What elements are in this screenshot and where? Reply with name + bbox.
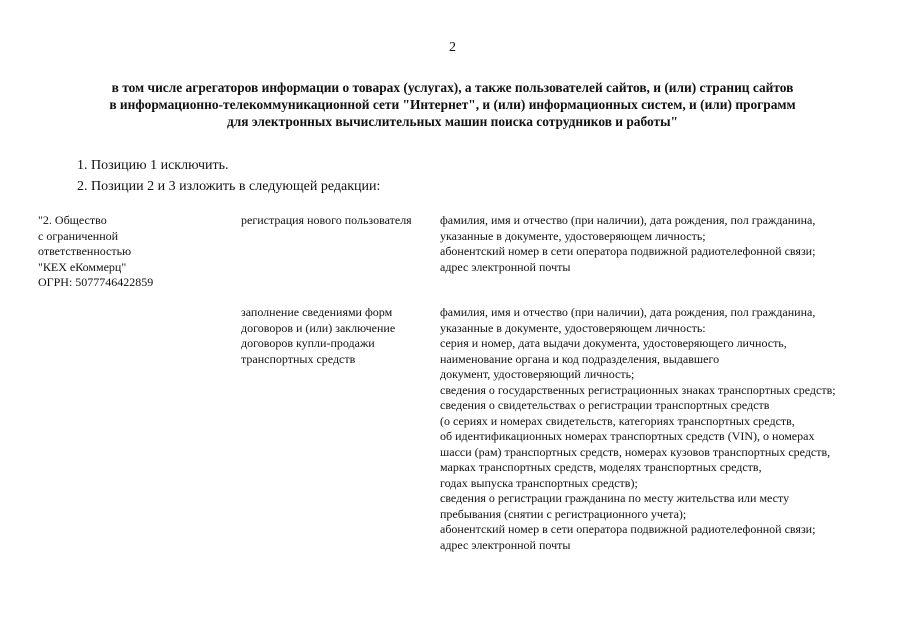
data-line: годах выпуска транспортных средств); (440, 475, 638, 490)
organization-ogrn: ОГРН: 5077746422859 (38, 275, 154, 289)
data-cell-2 (440, 305, 836, 553)
data-cell-1 (440, 213, 815, 275)
amendment-item: 2. Позиции 2 и 3 изложить в следующей редакции: (77, 179, 381, 194)
document-heading (30, 79, 875, 130)
data-line: сведения о свидетельствах о регистрации транспортных средств (440, 398, 770, 412)
action-line: договоров купли-продажи (241, 336, 375, 350)
data-line: наименование органа и код подразделения, выдавшего (440, 351, 720, 366)
organization-line: ответственностью (38, 244, 132, 258)
data-line: адрес электронной почты (440, 259, 571, 274)
data-line: указанные в документе, удостоверяющем личность; (440, 228, 706, 243)
data-line: указанные в документе, удостоверяющем личность: (440, 320, 706, 335)
data-line: абонентский номер в сети оператора подвижной радиотелефонной связи; (440, 522, 816, 536)
amendment-item: 1. Позицию 1 исключить. (77, 158, 229, 173)
organization-line: "2. Общество (38, 213, 107, 227)
data-line: адрес электронной почты (440, 537, 571, 552)
data-line: шасси (рам) транспортных средств, номерах кузовов транспортных средств, (440, 444, 831, 459)
organization-line: с ограниченной (38, 228, 119, 243)
heading-line: в том числе агрегаторов информации о товарах (услугах), а также пользователей сайтов, и (или) страниц сайтов (111, 80, 794, 95)
data-line: абонентский номер в сети оператора подвижной радиотелефонной связи; (440, 244, 816, 258)
data-line: серия и номер, дата выдачи документа, удостоверяющего личность, (440, 336, 787, 350)
heading-line: в информационно-телекоммуникационной сети "Интернет", и (или) информационных систем, и (или) программ (109, 97, 796, 112)
organization-line: "КЕХ еКоммерц" (38, 259, 127, 274)
action-line: транспортных средств (241, 351, 356, 366)
data-line: марках транспортных средств, моделях транспортных средств, (440, 460, 762, 474)
data-line: фамилия, имя и отчество (при наличии), дата рождения, пол гражданина, (440, 213, 816, 227)
data-line: документ, удостоверяющий личность; (440, 367, 635, 381)
action-line: заполнение сведениями форм (241, 305, 393, 319)
action-line: регистрация нового пользователя (241, 213, 412, 227)
action-line: договоров и (или) заключение (241, 320, 396, 335)
action-cell-1 (241, 213, 412, 229)
data-line: пребывания (снятии с регистрационного учета); (440, 506, 687, 521)
heading-line: для электронных вычислительных машин поиска сотрудников и работы" (226, 114, 678, 129)
amendment-items (77, 155, 380, 197)
page-number: 2 (449, 40, 456, 55)
data-line: об идентификационных номерах транспортных средств (VIN), о номерах (440, 429, 815, 443)
data-line: (о сериях и номерах свидетельств, категориях транспортных средств, (440, 413, 795, 428)
organization-cell (38, 213, 153, 291)
action-cell-2 (241, 305, 395, 367)
data-line: сведения о регистрации гражданина по месту жительства или месту (440, 491, 790, 505)
data-line: фамилия, имя и отчество (при наличии), дата рождения, пол гражданина, (440, 305, 816, 319)
data-line: сведения о государственных регистрационных знаках транспортных средств; (440, 382, 836, 397)
